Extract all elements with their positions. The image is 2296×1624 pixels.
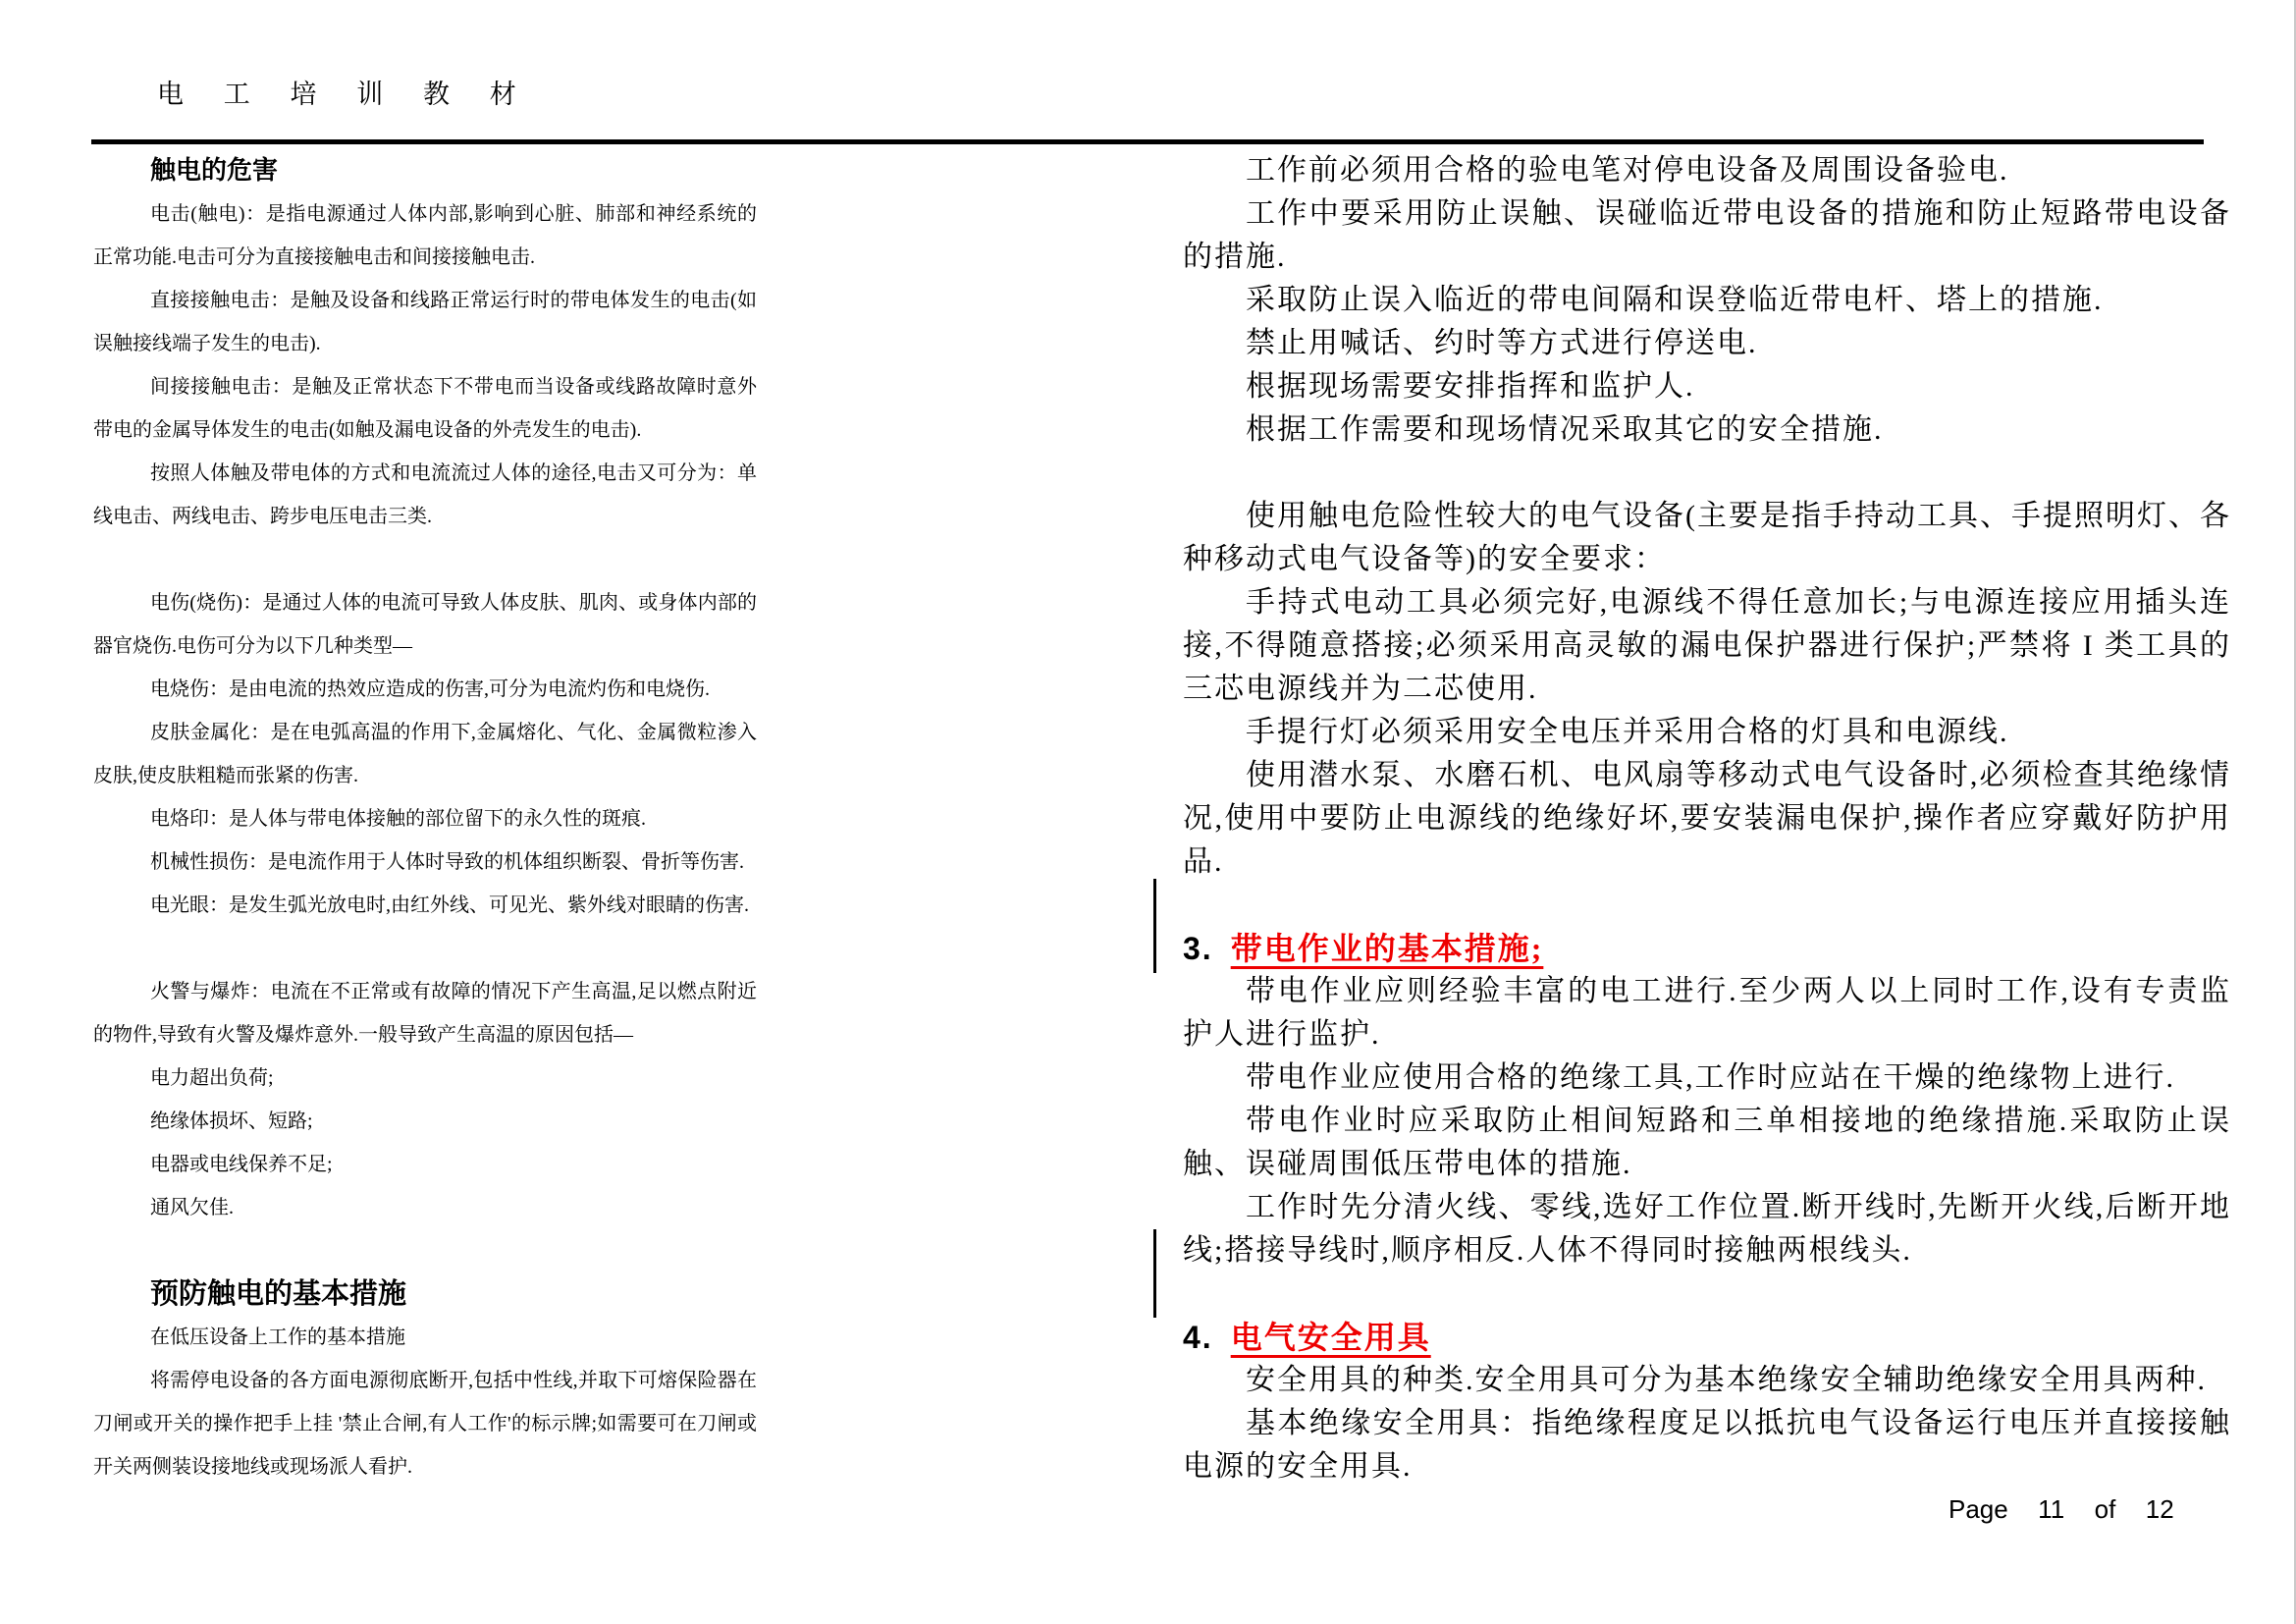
paragraph: 工作中要采用防止误触、误碰临近带电设备的措施和防止短路带电设备的措施.: [1183, 197, 2231, 273]
blank-line: [1183, 884, 2231, 927]
paragraph: 使用触电危险性较大的电气设备(主要是指手持动工具、手提照明灯、各种移动式电气设备等)的安全要求：: [1183, 500, 2231, 575]
right-column: [1183, 149, 2231, 1489]
paragraph: 电烧伤：是由电流的热效应造成的伤害,可分为电流灼伤和电烧伤.: [150, 678, 710, 700]
paragraph: 手提行灯必须采用安全电压并采用合格的灯具和电源线.: [1246, 716, 2009, 748]
blank-line: [93, 927, 757, 970]
paragraph: 工作时先分清火线、零线,选好工作位置.断开线时,先断开火线,后断开地线;搭接导线时,顺序相反.人体不得同时接触两根线头.: [1183, 1191, 2231, 1267]
list-item: 电器或电线保养不足;: [150, 1154, 333, 1175]
revision-change-bar: [1153, 879, 1156, 973]
blank-line: [1183, 1272, 2231, 1316]
section-title-red-underlined: 带电作业的基本措施;: [1230, 931, 1544, 966]
paragraph: 根据工作需要和现场情况采取其它的安全措施.: [1246, 413, 1884, 446]
section-title-red-underlined: 电气安全用具: [1230, 1320, 1431, 1355]
paragraph: 工作前必须用合格的验电笔对停电设备及周围设备验电.: [1246, 154, 2009, 187]
list-item: 电力超出负荷;: [150, 1067, 274, 1089]
paragraph: 皮肤金属化：是在电弧高温的作用下,金属熔化、气化、金属微粒渗入皮肤,使皮肤粗糙而张紧的伤害.: [93, 722, 757, 786]
section-number: 4.: [1183, 1320, 1213, 1355]
paragraph: 带电作业应则经验丰富的电工进行.至少两人以上同时工作,设有专责监护人进行监护.: [1183, 975, 2231, 1051]
paragraph: 禁止用喊话、约时等方式进行停送电.: [1246, 327, 1758, 359]
paragraph: 使用潜水泵、水磨石机、电风扇等移动式电气设备时,必须检查其绝缘情况,使用中要防止电源线的绝缘好坏,要安装漏电保护,操作者应穿戴好防护用品.: [1183, 759, 2231, 878]
paragraph: 电击(触电)：是指电源通过人体内部,影响到心脏、肺部和神经系统的正常功能.电击可分为直接接触电击和间接接触电击.: [93, 203, 757, 268]
blank-line: [93, 538, 757, 581]
paragraph: 间接接触电击：是触及正常状态下不带电而当设备或线路故障时意外带电的金属导体发生的电击(如触及漏电设备的外壳发生的电击).: [93, 376, 757, 441]
paragraph: 电光眼：是发生弧光放电时,由红外线、可见光、紫外线对眼睛的伤害.: [150, 894, 749, 916]
revision-change-bar: [1153, 1229, 1156, 1318]
left-column: [93, 149, 757, 1489]
paragraph: 基本绝缘安全用具：指绝缘程度足以抵抗电气设备运行电压并直接接触电源的安全用具.: [1183, 1407, 2231, 1483]
section-heading-electrical-safety-equipment: [1183, 1316, 2231, 1359]
header-divider-rule: [91, 139, 2204, 144]
section-heading-basic-prevention-measures: 预防触电的基本措施: [150, 1278, 407, 1310]
paragraph: 在低压设备上工作的基本措施: [150, 1326, 405, 1348]
list-item: 通风欠佳.: [150, 1197, 234, 1218]
paragraph: 将需停电设备的各方面电源彻底断开,包括中性线,并取下可熔保险器在刀闸或开关的操作把手上挂 '禁止合闸,有人工作'的标示牌;如需要可在刀闸或开关两侧装设接地线或现场派人看护.: [93, 1370, 757, 1478]
paragraph: 带电作业应使用合格的绝缘工具,工作时应站在干燥的绝缘物上进行.: [1246, 1061, 2175, 1094]
page-header-title: 电 工 培 训 教 材: [157, 80, 533, 109]
paragraph: 火警与爆炸：电流在不正常或有故障的情况下产生高温,足以燃点附近的物件,导致有火警及爆炸意外.一般导致产生高温的原因包括—: [93, 981, 757, 1046]
page-number: Page 11 of 12: [1949, 1494, 2174, 1524]
paragraph: 带电作业时应采取防止相间短路和三单相接地的绝缘措施.采取防止误触、误碰周围低压带电体的措施.: [1183, 1105, 2231, 1180]
blank-line: [93, 1229, 757, 1272]
paragraph: 手持式电动工具必须完好,电源线不得任意加长;与电源连接应用插头连接,不得随意搭接;必须采用高灵敏的漏电保护器进行保护;严禁将 I 类工具的三芯电源线并为二芯使用.: [1183, 586, 2231, 705]
paragraph: 根据现场需要安排指挥和监护人.: [1246, 370, 1695, 403]
paragraph: 采取防止误入临近的带电间隔和误登临近带电杆、塔上的措施.: [1246, 284, 2104, 316]
section-number: 3.: [1183, 931, 1213, 966]
paragraph: 机械性损伤：是电流作用于人体时导致的机体组织断裂、骨折等伤害.: [150, 851, 744, 873]
section-heading-harm-of-electric-shock: 触电的危害: [150, 156, 279, 185]
paragraph: 直接接触电击：是触及设备和线路正常运行时的带电体发生的电击(如误触接线端子发生的电击).: [93, 290, 757, 354]
paragraph: 电伤(烧伤)：是通过人体的电流可导致人体皮肤、肌肉、或身体内部的器官烧伤.电伤可分为以下几种类型—: [93, 592, 757, 657]
blank-line: [1183, 452, 2231, 495]
paragraph: 电烙印：是人体与带电体接触的部位留下的永久性的斑痕.: [150, 808, 646, 830]
list-item: 绝缘体损坏、短路;: [150, 1110, 313, 1132]
paragraph: 安全用具的种类.安全用具可分为基本绝缘安全辅助绝缘安全用具两种.: [1246, 1364, 2207, 1396]
section-heading-live-work-measures: [1183, 927, 2231, 970]
paragraph: 按照人体触及带电体的方式和电流流过人体的途径,电击又可分为：单线电击、两线电击、跨步电压电击三类.: [93, 462, 757, 527]
